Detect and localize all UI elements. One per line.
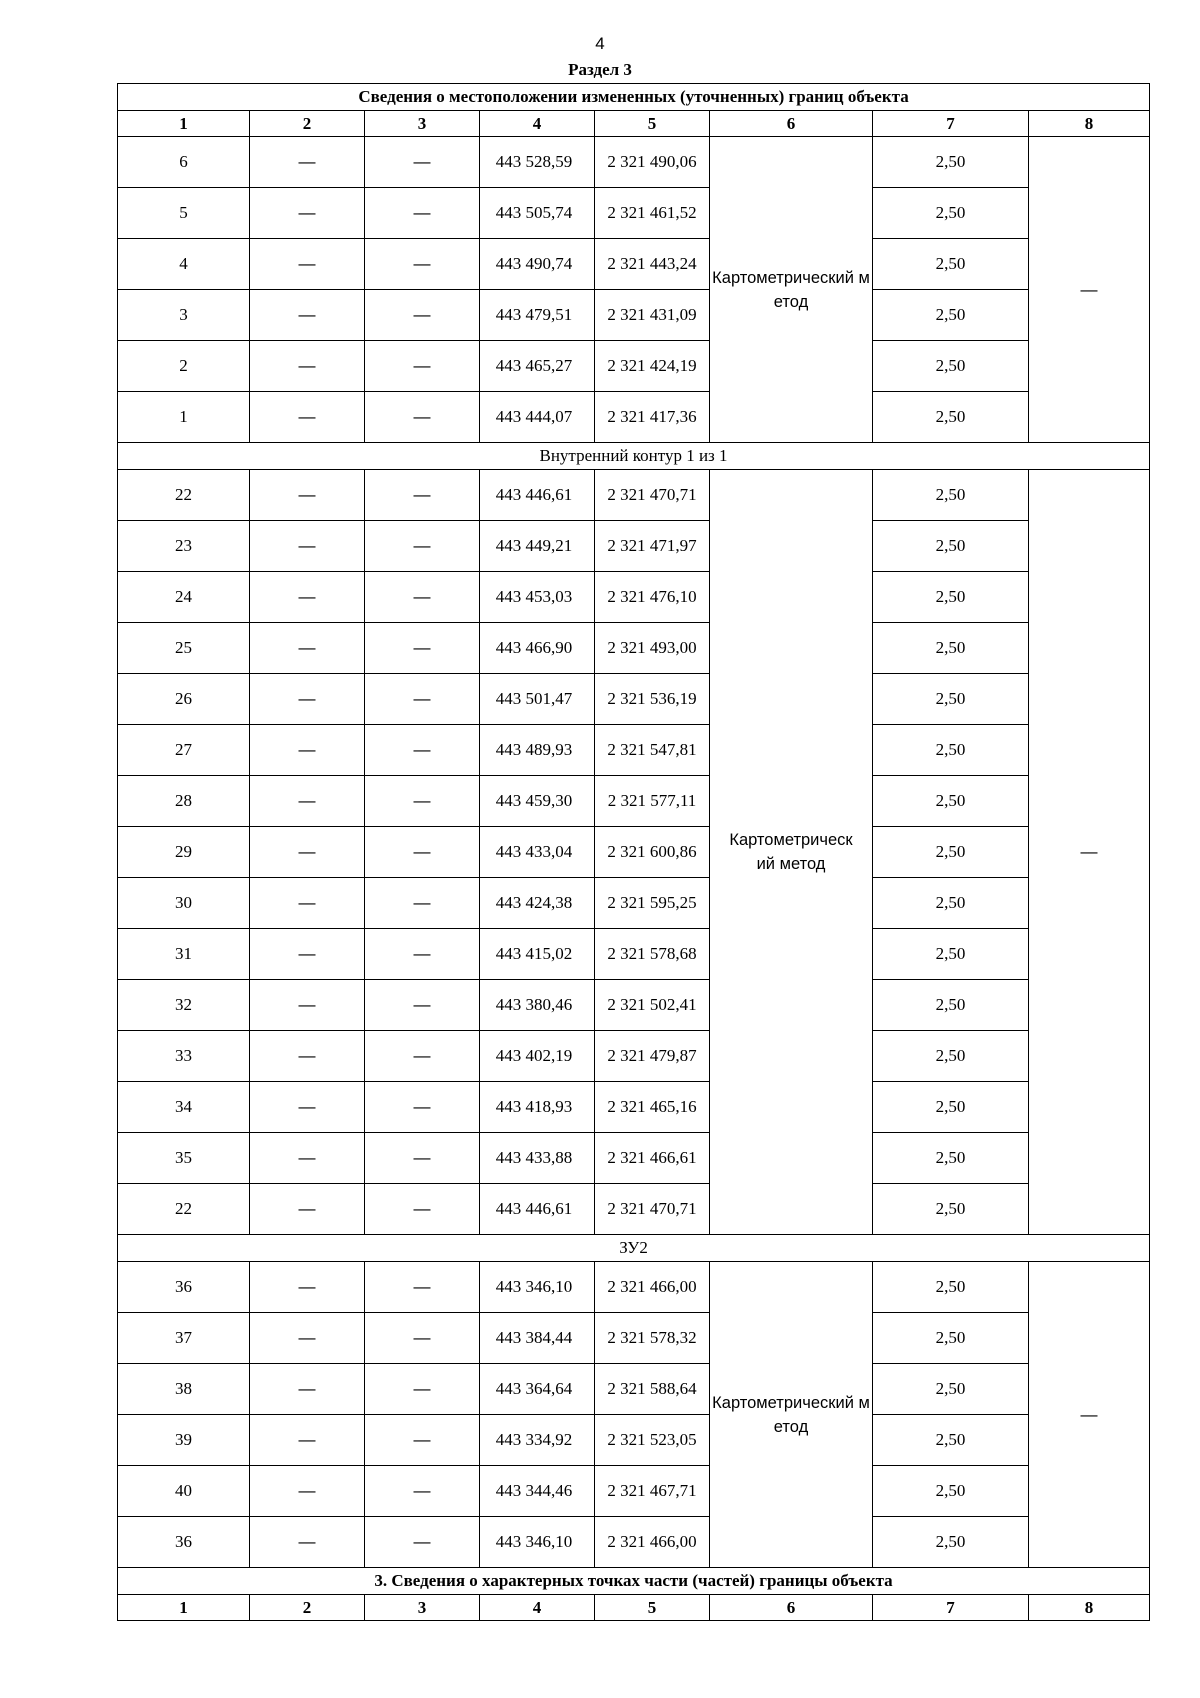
accuracy-value: 2,50 xyxy=(873,1466,1029,1517)
point-number: 34 xyxy=(118,1082,250,1133)
cell-col-3: — xyxy=(365,929,480,980)
table-row xyxy=(118,1415,1150,1466)
cell-col-3: — xyxy=(365,725,480,776)
cell-col-2: — xyxy=(250,1517,365,1568)
coordinate-x: 443 402,19 xyxy=(480,1031,595,1082)
table-row xyxy=(118,1313,1150,1364)
accuracy-value: 2,50 xyxy=(873,1031,1029,1082)
cell-col-2: — xyxy=(250,290,365,341)
coordinate-x: 443 364,64 xyxy=(480,1364,595,1415)
point-number: 39 xyxy=(118,1415,250,1466)
contour-label: ЗУ2 xyxy=(118,1235,1150,1262)
accuracy-value: 2,50 xyxy=(873,239,1029,290)
accuracy-value: 2,50 xyxy=(873,1313,1029,1364)
point-number: 2 xyxy=(118,341,250,392)
table-row xyxy=(118,470,1150,521)
cell-col-3: — xyxy=(365,470,480,521)
table2-column-header-row xyxy=(118,1595,1150,1621)
cell-col-3: — xyxy=(365,827,480,878)
cell-col-3: — xyxy=(365,1262,480,1313)
coordinate-y: 2 321 595,25 xyxy=(595,878,710,929)
table-row xyxy=(118,1364,1150,1415)
page-number: 4 xyxy=(595,34,605,53)
cell-col-3: — xyxy=(365,623,480,674)
cell-col-3: — xyxy=(365,1133,480,1184)
coordinate-x: 443 380,46 xyxy=(480,980,595,1031)
coordinate-y: 2 321 424,19 xyxy=(595,341,710,392)
coordinate-x: 443 479,51 xyxy=(480,290,595,341)
point-number: 25 xyxy=(118,623,250,674)
accuracy-value: 2,50 xyxy=(873,1415,1029,1466)
coordinate-y: 2 321 536,19 xyxy=(595,674,710,725)
table-row xyxy=(118,137,1150,188)
accuracy-value: 2,50 xyxy=(873,392,1029,443)
cell-col-3: — xyxy=(365,878,480,929)
coordinate-y: 2 321 577,11 xyxy=(595,776,710,827)
cell-col-2: — xyxy=(250,392,365,443)
cell-col-3: — xyxy=(365,188,480,239)
point-number: 36 xyxy=(118,1262,250,1313)
coordinate-x: 443 489,93 xyxy=(480,725,595,776)
table-row xyxy=(118,341,1150,392)
table2-column-header-6: 6 xyxy=(710,1595,873,1621)
accuracy-value: 2,50 xyxy=(873,674,1029,725)
table-row xyxy=(118,188,1150,239)
table-row xyxy=(118,572,1150,623)
accuracy-value: 2,50 xyxy=(873,1517,1029,1568)
table2-column-header-2: 2 xyxy=(250,1595,365,1621)
table2-column-header-5: 5 xyxy=(595,1595,710,1621)
coordinate-x: 443 446,61 xyxy=(480,470,595,521)
coordinate-y: 2 321 417,36 xyxy=(595,392,710,443)
section-title: Раздел 3 xyxy=(568,60,632,79)
coordinate-y: 2 321 471,97 xyxy=(595,521,710,572)
accuracy-value: 2,50 xyxy=(873,341,1029,392)
table-row xyxy=(118,674,1150,725)
coordinate-y: 2 321 523,05 xyxy=(595,1415,710,1466)
table2-column-header-7: 7 xyxy=(873,1595,1029,1621)
column-header-8: 8 xyxy=(1029,111,1150,137)
cell-col-2: — xyxy=(250,1364,365,1415)
coordinate-x: 443 490,74 xyxy=(480,239,595,290)
coordinate-y: 2 321 490,06 xyxy=(595,137,710,188)
coordinate-x: 443 433,88 xyxy=(480,1133,595,1184)
coordinate-y: 2 321 466,00 xyxy=(595,1517,710,1568)
coordinate-x: 443 459,30 xyxy=(480,776,595,827)
point-number: 5 xyxy=(118,188,250,239)
column-header-5: 5 xyxy=(595,111,710,137)
coordinate-x: 443 528,59 xyxy=(480,137,595,188)
cell-col-3: — xyxy=(365,1184,480,1235)
coordinate-y: 2 321 578,68 xyxy=(595,929,710,980)
accuracy-value: 2,50 xyxy=(873,1262,1029,1313)
coordinate-y: 2 321 467,71 xyxy=(595,1466,710,1517)
table-row xyxy=(118,521,1150,572)
point-number: 3 xyxy=(118,290,250,341)
accuracy-value: 2,50 xyxy=(873,188,1029,239)
point-number: 29 xyxy=(118,827,250,878)
cell-col-3: — xyxy=(365,1517,480,1568)
accuracy-value: 2,50 xyxy=(873,827,1029,878)
accuracy-value: 2,50 xyxy=(873,521,1029,572)
cell-col-3: — xyxy=(365,1415,480,1466)
col-8-cell: — xyxy=(1029,1262,1150,1568)
cell-col-3: — xyxy=(365,341,480,392)
coordinate-y: 2 321 493,00 xyxy=(595,623,710,674)
cell-col-2: — xyxy=(250,623,365,674)
table-row xyxy=(118,239,1150,290)
coordinate-y: 2 321 588,64 xyxy=(595,1364,710,1415)
table-row xyxy=(118,1184,1150,1235)
accuracy-value: 2,50 xyxy=(873,725,1029,776)
accuracy-value: 2,50 xyxy=(873,290,1029,341)
table-row xyxy=(118,392,1150,443)
coordinate-x: 443 453,03 xyxy=(480,572,595,623)
coordinate-x: 443 466,90 xyxy=(480,623,595,674)
cell-col-3: — xyxy=(365,1313,480,1364)
coordinate-y: 2 321 461,52 xyxy=(595,188,710,239)
coordinate-x: 443 505,74 xyxy=(480,188,595,239)
cell-col-3: — xyxy=(365,674,480,725)
coordinate-x: 443 334,92 xyxy=(480,1415,595,1466)
cell-col-2: — xyxy=(250,572,365,623)
cell-col-2: — xyxy=(250,1313,365,1364)
cell-col-2: — xyxy=(250,1082,365,1133)
coordinate-x: 443 346,10 xyxy=(480,1262,595,1313)
boundary-points-table xyxy=(117,83,1150,1621)
accuracy-value: 2,50 xyxy=(873,929,1029,980)
point-number: 35 xyxy=(118,1133,250,1184)
coordinate-y: 2 321 466,61 xyxy=(595,1133,710,1184)
cell-col-2: — xyxy=(250,776,365,827)
contour-label: Внутренний контур 1 из 1 xyxy=(118,443,1150,470)
coordinate-x: 443 344,46 xyxy=(480,1466,595,1517)
table-title-row xyxy=(118,84,1150,111)
table2-column-header-4: 4 xyxy=(480,1595,595,1621)
point-number: 22 xyxy=(118,1184,250,1235)
table-row xyxy=(118,1262,1150,1313)
method-cell: Картометрический метод xyxy=(710,137,873,443)
coordinate-y: 2 321 431,09 xyxy=(595,290,710,341)
column-header-2: 2 xyxy=(250,111,365,137)
table-row xyxy=(118,290,1150,341)
cell-col-2: — xyxy=(250,1415,365,1466)
point-number: 28 xyxy=(118,776,250,827)
table-row xyxy=(118,878,1150,929)
cell-col-3: — xyxy=(365,1031,480,1082)
coordinate-y: 2 321 470,71 xyxy=(595,1184,710,1235)
table-row xyxy=(118,1082,1150,1133)
cell-col-3: — xyxy=(365,239,480,290)
cell-col-3: — xyxy=(365,1364,480,1415)
accuracy-value: 2,50 xyxy=(873,623,1029,674)
point-number: 36 xyxy=(118,1517,250,1568)
cell-col-3: — xyxy=(365,521,480,572)
table-row xyxy=(118,1466,1150,1517)
cell-col-2: — xyxy=(250,1262,365,1313)
cell-col-2: — xyxy=(250,725,365,776)
point-number: 32 xyxy=(118,980,250,1031)
accuracy-value: 2,50 xyxy=(873,1133,1029,1184)
cell-col-3: — xyxy=(365,1466,480,1517)
column-header-row xyxy=(118,111,1150,137)
cell-col-2: — xyxy=(250,1133,365,1184)
cell-col-3: — xyxy=(365,290,480,341)
table-row xyxy=(118,1133,1150,1184)
point-number: 40 xyxy=(118,1466,250,1517)
cell-col-2: — xyxy=(250,1184,365,1235)
table2-column-header-8: 8 xyxy=(1029,1595,1150,1621)
method-cell: Картометрический метод xyxy=(710,1262,873,1568)
coordinate-y: 2 321 600,86 xyxy=(595,827,710,878)
coordinate-x: 443 444,07 xyxy=(480,392,595,443)
point-number: 30 xyxy=(118,878,250,929)
coordinate-x: 443 415,02 xyxy=(480,929,595,980)
point-number: 31 xyxy=(118,929,250,980)
coordinate-x: 443 384,44 xyxy=(480,1313,595,1364)
accuracy-value: 2,50 xyxy=(873,1364,1029,1415)
column-header-6: 6 xyxy=(710,111,873,137)
point-number: 24 xyxy=(118,572,250,623)
table-title: Сведения о местоположении измененных (уточненных) границ объекта xyxy=(118,84,1150,111)
point-number: 6 xyxy=(118,137,250,188)
cell-col-2: — xyxy=(250,341,365,392)
coordinate-x: 443 501,47 xyxy=(480,674,595,725)
cell-col-2: — xyxy=(250,1466,365,1517)
point-number: 23 xyxy=(118,521,250,572)
accuracy-value: 2,50 xyxy=(873,878,1029,929)
coordinate-y: 2 321 479,87 xyxy=(595,1031,710,1082)
table-row xyxy=(118,929,1150,980)
coordinate-x: 443 449,21 xyxy=(480,521,595,572)
table-row xyxy=(118,980,1150,1031)
column-header-3: 3 xyxy=(365,111,480,137)
coordinate-y: 2 321 470,71 xyxy=(595,470,710,521)
cell-col-2: — xyxy=(250,827,365,878)
table-row xyxy=(118,827,1150,878)
table2-column-header-3: 3 xyxy=(365,1595,480,1621)
table-row xyxy=(118,623,1150,674)
contour-label-row xyxy=(118,1235,1150,1262)
cell-col-2: — xyxy=(250,470,365,521)
cell-col-2: — xyxy=(250,1031,365,1082)
coordinate-x: 443 424,38 xyxy=(480,878,595,929)
cell-col-3: — xyxy=(365,137,480,188)
col-8-cell: — xyxy=(1029,137,1150,443)
table-row xyxy=(118,725,1150,776)
method-cell: Картометрический метод xyxy=(710,470,873,1235)
accuracy-value: 2,50 xyxy=(873,980,1029,1031)
coordinate-x: 443 433,04 xyxy=(480,827,595,878)
col-8-cell: — xyxy=(1029,470,1150,1235)
contour-label-row xyxy=(118,443,1150,470)
coordinate-y: 2 321 476,10 xyxy=(595,572,710,623)
cell-col-2: — xyxy=(250,980,365,1031)
accuracy-value: 2,50 xyxy=(873,137,1029,188)
column-header-1: 1 xyxy=(118,111,250,137)
point-number: 22 xyxy=(118,470,250,521)
table-row xyxy=(118,1031,1150,1082)
point-number: 27 xyxy=(118,725,250,776)
column-header-7: 7 xyxy=(873,111,1029,137)
cell-col-3: — xyxy=(365,1082,480,1133)
coordinate-y: 2 321 466,00 xyxy=(595,1262,710,1313)
point-number: 33 xyxy=(118,1031,250,1082)
cell-col-2: — xyxy=(250,239,365,290)
coordinate-x: 443 465,27 xyxy=(480,341,595,392)
accuracy-value: 2,50 xyxy=(873,1184,1029,1235)
table-row xyxy=(118,1517,1150,1568)
cell-col-2: — xyxy=(250,929,365,980)
coordinate-y: 2 321 502,41 xyxy=(595,980,710,1031)
table2-column-header-1: 1 xyxy=(118,1595,250,1621)
accuracy-value: 2,50 xyxy=(873,1082,1029,1133)
column-header-4: 4 xyxy=(480,111,595,137)
cell-col-3: — xyxy=(365,572,480,623)
cell-col-3: — xyxy=(365,392,480,443)
cell-col-3: — xyxy=(365,980,480,1031)
accuracy-value: 2,50 xyxy=(873,470,1029,521)
cell-col-2: — xyxy=(250,674,365,725)
cell-col-3: — xyxy=(365,776,480,827)
point-number: 37 xyxy=(118,1313,250,1364)
table2-title: 3. Сведения о характерных точках части (частей) границы объекта xyxy=(118,1568,1150,1595)
table-row xyxy=(118,776,1150,827)
point-number: 26 xyxy=(118,674,250,725)
point-number: 1 xyxy=(118,392,250,443)
coordinate-y: 2 321 443,24 xyxy=(595,239,710,290)
point-number: 38 xyxy=(118,1364,250,1415)
table2-title-row xyxy=(118,1568,1150,1595)
cell-col-2: — xyxy=(250,878,365,929)
cell-col-2: — xyxy=(250,137,365,188)
cell-col-2: — xyxy=(250,521,365,572)
accuracy-value: 2,50 xyxy=(873,776,1029,827)
point-number: 4 xyxy=(118,239,250,290)
coordinate-x: 443 446,61 xyxy=(480,1184,595,1235)
coordinate-y: 2 321 465,16 xyxy=(595,1082,710,1133)
cell-col-2: — xyxy=(250,188,365,239)
accuracy-value: 2,50 xyxy=(873,572,1029,623)
coordinate-y: 2 321 547,81 xyxy=(595,725,710,776)
coordinate-x: 443 418,93 xyxy=(480,1082,595,1133)
coordinate-y: 2 321 578,32 xyxy=(595,1313,710,1364)
coordinate-x: 443 346,10 xyxy=(480,1517,595,1568)
